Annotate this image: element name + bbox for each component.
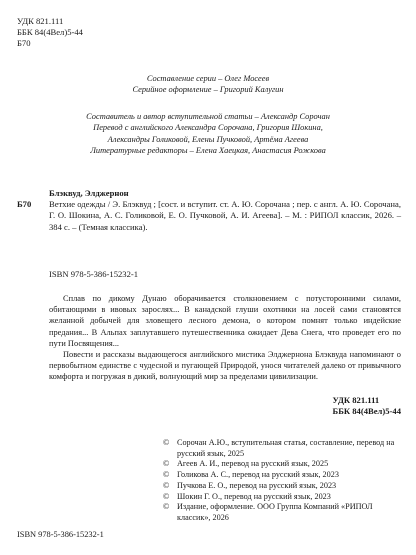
- bibliographic-description: Ветхие одежды / Э. Блэквуд ; [сост. и вступит. ст. А. Ю. Сорочана ; пер. с англ. А. Ю. Сорочана, Г. О. Шокина, А. С. Голиковой, Е. О. Пучковой, А. И. Агеева]. – М. : РИПОЛ классик, 2026. – 384 с. – (Темная классика).: [49, 199, 401, 232]
- copyright-line: [163, 438, 403, 459]
- translators-line-1: Перевод с английского Александра Сорочана, Григория Шокина,: [93, 123, 323, 133]
- copyright-text: Пучкова Е. О., перевод на русский язык, 2023: [177, 480, 337, 490]
- udc-code: УДК 821.111: [17, 16, 64, 26]
- copyright-block: [163, 438, 403, 524]
- series-credits: [0, 73, 416, 96]
- bibliographic-entry: [17, 188, 401, 233]
- bbk-code-right: ББК 84(4Вел)5-44: [332, 406, 401, 416]
- author-heading: Блэквуд, Элджернон: [49, 188, 129, 198]
- copyright-line: [163, 481, 403, 492]
- copyright-text: Шокин Г. О., перевод на русский язык, 2023: [177, 491, 331, 501]
- copyright-line: [163, 470, 403, 481]
- copyright-line: [163, 492, 403, 503]
- copyright-symbol: ©: [163, 502, 170, 512]
- copyright-text: Агеев А. И., перевод на русский язык, 2025: [177, 459, 329, 469]
- copyright-symbol: ©: [163, 438, 170, 447]
- copyright-text: Голикова А. С., перевод на русский язык, 2023: [177, 470, 339, 480]
- annotation: [49, 293, 401, 383]
- copyright-symbol: ©: [163, 491, 170, 501]
- bbk-code: ББК 84(4Вел)5-44: [17, 27, 83, 37]
- classification-codes-right: [333, 395, 401, 417]
- copyright-line: [163, 459, 403, 470]
- classification-codes-top: [17, 16, 83, 49]
- entry-author-mark: Б70: [17, 199, 32, 210]
- series-design-line: Серийное оформление – Григорий Калугин: [132, 85, 284, 95]
- series-compiler-line: Составление серии – Олег Мосеев: [146, 74, 270, 83]
- copyright-line: [163, 502, 403, 523]
- author-mark: Б70: [17, 38, 31, 48]
- annotation-paragraph-1: Сплав по дикому Дунаю оборачивается столкновением с потусторонними силами, обитающими в ивовых зарослях... В канадской глуши охотники на лосей сами становятся желанной добычей для зловещего лесного демона, о котором помнят только индейские предания... В Альпах заплутавшего путешественника ожидает Дева Снега, что проведет его по пути Посвящения...: [49, 294, 401, 348]
- annotation-paragraph-2: Повести и рассказы выдающегося английского мистика Элджернона Блэквуда напоминают о первобытном единстве с чудесной и пугающей Природой, унося читателей далеко от привычного комфорта и погружая в дикий, волнующий мир за пределами цивилизации.: [49, 350, 401, 382]
- copyright-text: Сорочан А.Ю., вступительная статья, составление, перевод на русский язык, 2025: [177, 438, 395, 458]
- isbn-bottom: ISBN 978-5-386-15232-1: [17, 530, 104, 539]
- copyright-symbol: ©: [163, 459, 170, 469]
- udc-code-right: УДК 821.111: [332, 395, 380, 405]
- editors-line: Литературные редакторы – Елена Хаецкая, Анастасия Рожкова: [90, 146, 326, 156]
- copyright-symbol: ©: [163, 480, 170, 490]
- copyright-text: Издание, оформление. ООО Группа Компаний «РИПОЛ классик», 2026: [177, 502, 373, 522]
- compiler-line: Составитель и автор вступительной статьи – Александр Сорочан: [86, 112, 330, 121]
- translators-line-2: Александры Голиковой, Елены Пучковой, Артёма Агеева: [107, 134, 309, 144]
- copyright-symbol: ©: [163, 470, 170, 480]
- description-row: [17, 199, 401, 233]
- isbn-entry: ISBN 978-5-386-15232-1: [49, 269, 139, 279]
- book-credits: [0, 111, 416, 157]
